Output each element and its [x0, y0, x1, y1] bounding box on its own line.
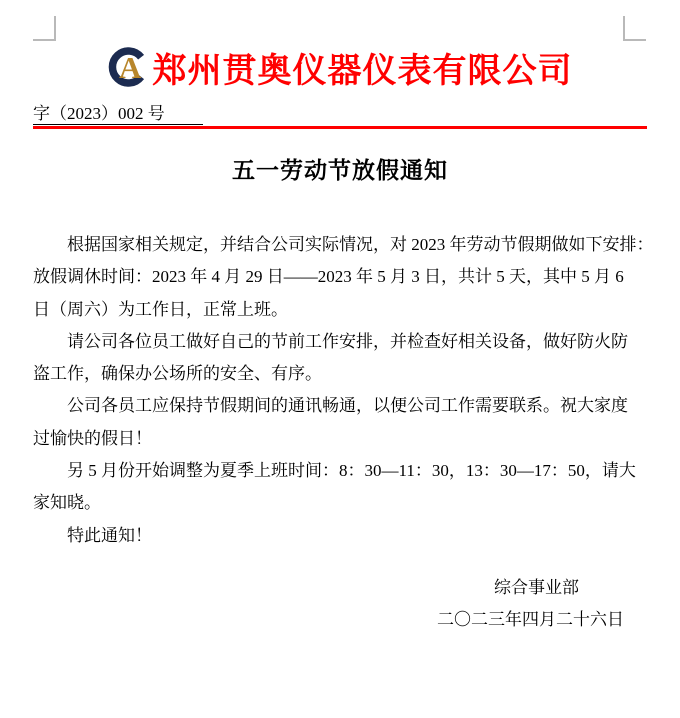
body-line: 盗工作，确保办公场所的安全、有序。	[33, 364, 322, 384]
text-boundary-mark-top-right	[623, 16, 646, 41]
body-line: 公司各员工应保持节假期间的通讯畅通，以便公司工作需要联系。祝大家度	[67, 396, 628, 416]
red-divider-rule	[33, 126, 647, 129]
logo-letter-a: A	[118, 50, 141, 85]
body-line: 日（周六）为工作日，正常上班。	[33, 299, 288, 319]
signature-department: 综合事业部	[494, 577, 579, 597]
company-logo-icon	[108, 46, 152, 88]
body-line: 过愉快的假日！	[33, 428, 152, 448]
signature-date: 二〇二三年四月二十六日	[437, 610, 624, 630]
body-line: 家知晓。	[33, 493, 101, 513]
closing-line: 特此通知！	[67, 525, 152, 545]
letterhead	[0, 42, 680, 92]
body-line: 放假调休时间：2023 年 4 月 29 日——2023 年 5 月 3 日，共计 5 天，其中 5 月 6	[33, 267, 624, 287]
doc-number-row	[33, 105, 647, 125]
notice-title: 五一劳动节放假通知	[232, 158, 448, 183]
doc-number: 字（2023）002 号	[33, 105, 203, 125]
signature-block	[33, 572, 647, 637]
notice-body	[33, 229, 654, 552]
body-line: 根据国家相关规定，并结合公司实际情况，对 2023 年劳动节假期做如下安排：	[67, 235, 654, 254]
text-boundary-mark-top-left	[33, 16, 56, 41]
company-name: 郑州贯奥仪器仪表有限公司	[152, 52, 573, 90]
body-line: 另 5 月份开始调整为夏季上班时间：8：30—11：30，13：30—17：50，请大	[67, 461, 636, 481]
body-line: 请公司各位员工做好自己的节前工作安排，并检查好相关设备，做好防火防	[67, 331, 628, 351]
